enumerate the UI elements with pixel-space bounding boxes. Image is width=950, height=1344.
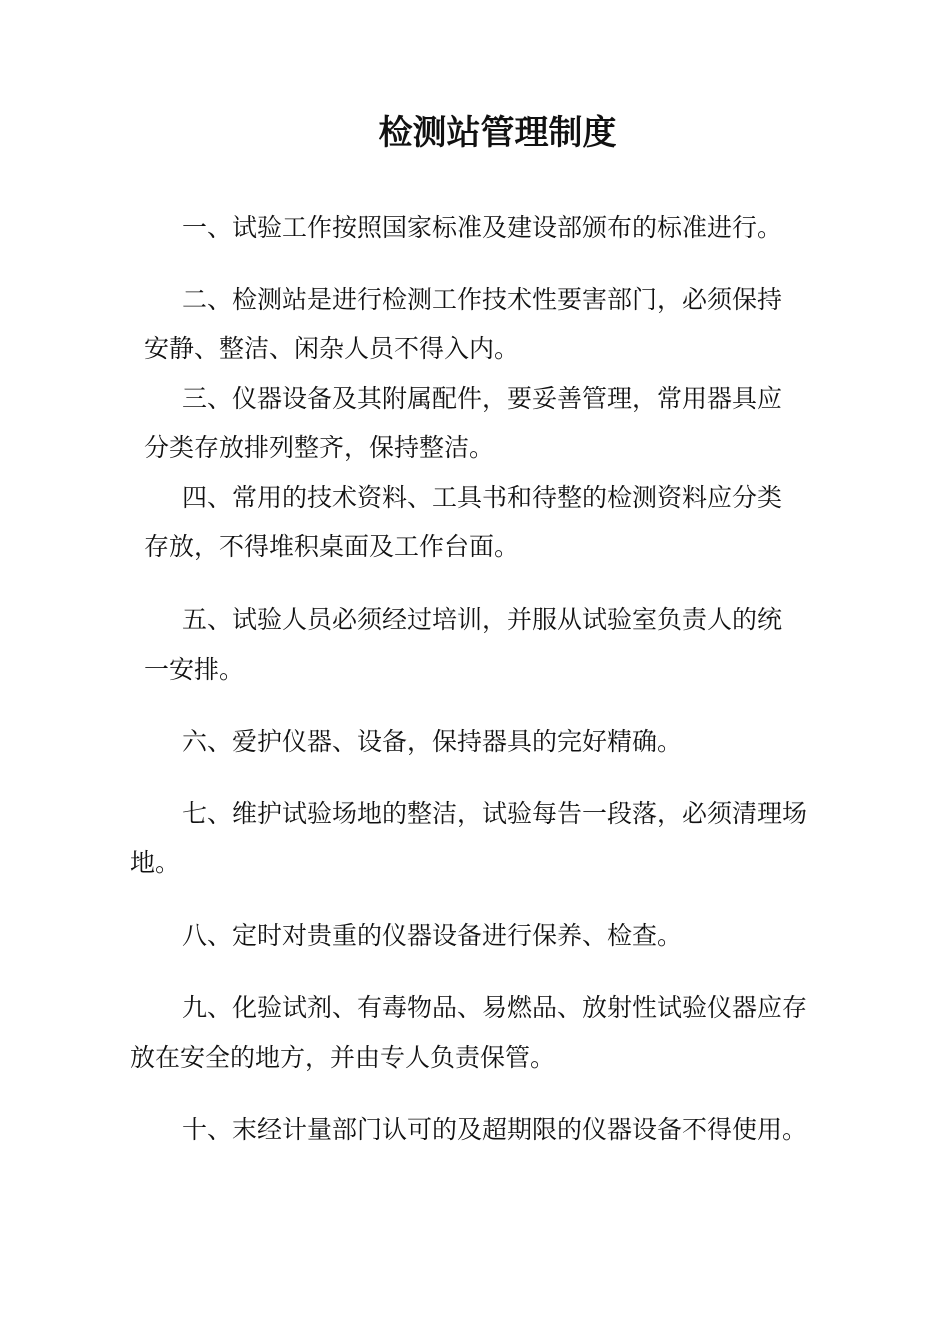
rule-1-line-1: 一、试验工作按照国家标准及建设部颁布的标准进行。: [182, 213, 783, 242]
rule-2-line-1: 二、检测站是进行检测工作技术性要害部门，必须保持: [182, 285, 783, 314]
rule-4-line-1: 四、常用的技术资料、工具书和待整的检测资料应分类: [182, 483, 783, 512]
rule-7-line-2: 地。: [130, 848, 181, 877]
rule-3-line-1: 三、仪器设备及其附属配件，要妥善管理，常用器具应: [182, 384, 783, 413]
rule-8-line-1: 八、定时对贵重的仪器设备进行保养、检查。: [182, 921, 683, 950]
rule-7-line-1: 七、维护试验场地的整洁，试验每告一段落，必须清理场: [182, 799, 808, 828]
rule-10-line-1: 十、末经计量部门认可的及超期限的仪器设备不得使用。: [182, 1115, 808, 1144]
rule-2-line-2: 安静、整洁、闲杂人员不得入内。: [144, 334, 520, 363]
rule-5-line-1: 五、试验人员必须经过培训，并服从试验室负责人的统: [182, 605, 783, 634]
rule-9-line-1: 九、化验试剂、有毒物品、易燃品、放射性试验仪器应存: [182, 993, 808, 1022]
document-title: 检测站管理制度: [378, 113, 617, 153]
rule-6-line-1: 六、爱护仪器、设备，保持器具的完好精确。: [182, 727, 683, 756]
rule-4-line-2: 存放，不得堆积桌面及工作台面。: [144, 532, 520, 561]
rule-5-line-2: 一安排。: [144, 655, 245, 684]
rule-3-line-2: 分类存放排列整齐，保持整洁。: [144, 433, 495, 462]
rule-9-line-2: 放在安全的地方，并由专人负责保管。: [130, 1043, 556, 1072]
